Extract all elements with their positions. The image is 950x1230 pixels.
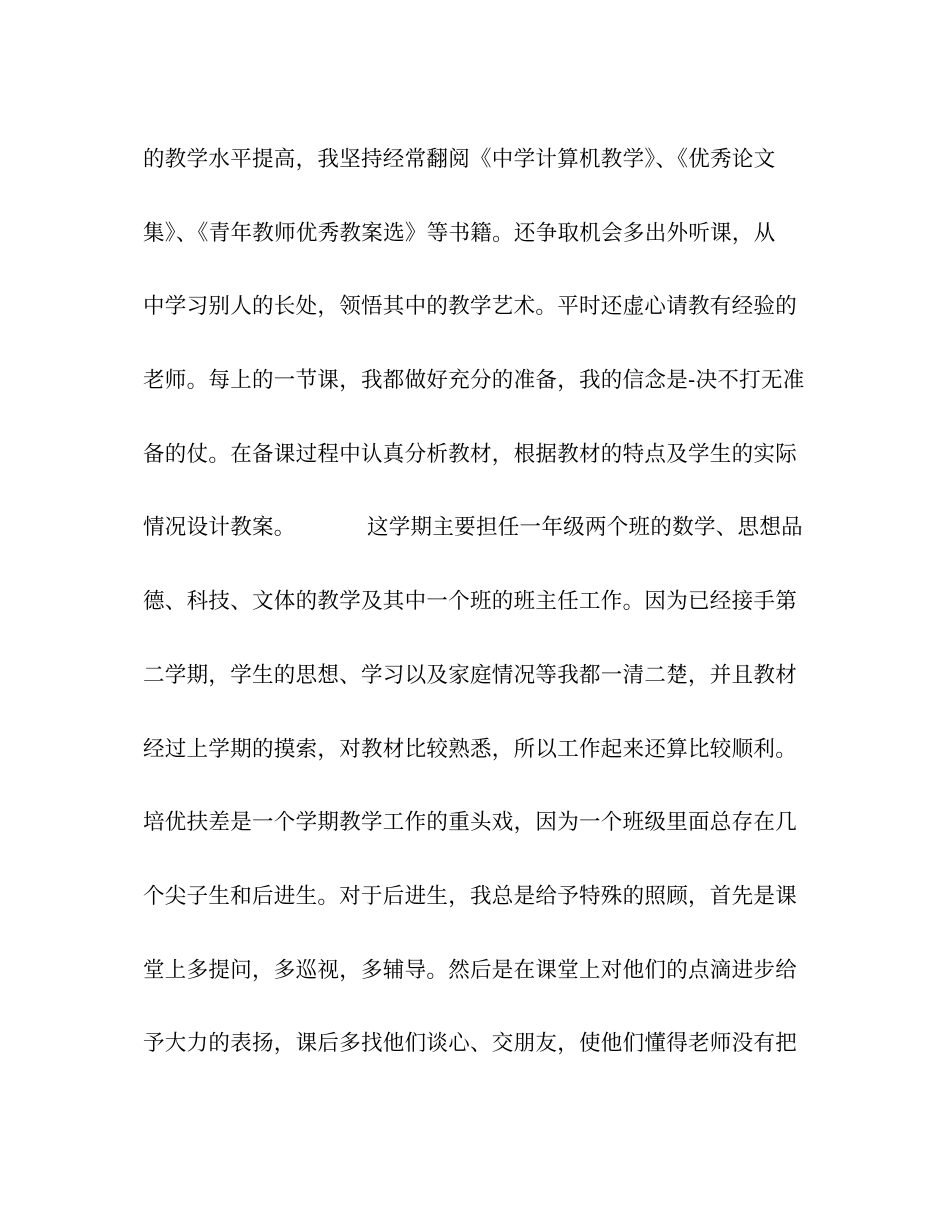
- body-text: [143, 135, 823, 1093]
- text-line: 集》、《青年教师优秀教案选》等书籍。还争取机会多出外听课，从: [143, 220, 776, 246]
- text-line: 二学期，学生的思想、学习以及家庭情况等我都一清二楚，并且教材: [143, 662, 798, 688]
- text-line: 的教学水平提高，我坚持经常翻阅《中学计算机教学》、《优秀论文: [143, 147, 776, 172]
- text-line: 予大力的表扬，课后多找他们谈心、交朋友，使他们懂得老师没有把: [143, 1031, 798, 1057]
- text-line: 备的仗。在备课过程中认真分析教材，根据教材的特点及学生的实际: [143, 441, 798, 467]
- text-line: 中学习别人的长处，领悟其中的教学艺术。平时还虚心请教有经验的: [143, 294, 798, 320]
- text-line: 情况设计教案。 这学期主要担任一年级两个班的数学、思想品: [143, 515, 803, 541]
- text-line: 堂上多提问，多巡视，多辅导。然后是在课堂上对他们的点滴进步给: [143, 957, 798, 983]
- text-line: 德、科技、文体的教学及其中一个班的班主任工作。因为已经接手第: [143, 589, 798, 615]
- text-line: 个尖子生和后进生。对于后进生，我总是给予特殊的照顾，首先是课: [143, 883, 798, 909]
- text-line: 经过上学期的摸索，对教材比较熟悉，所以工作起来还算比较顺利。: [143, 736, 798, 762]
- text-line: 培优扶差是一个学期教学工作的重头戏，因为一个班级里面总存在几: [143, 810, 798, 836]
- text-line: 老师。每上的一节课，我都做好充分的准备，我的信念是-决不打无准: [143, 368, 805, 394]
